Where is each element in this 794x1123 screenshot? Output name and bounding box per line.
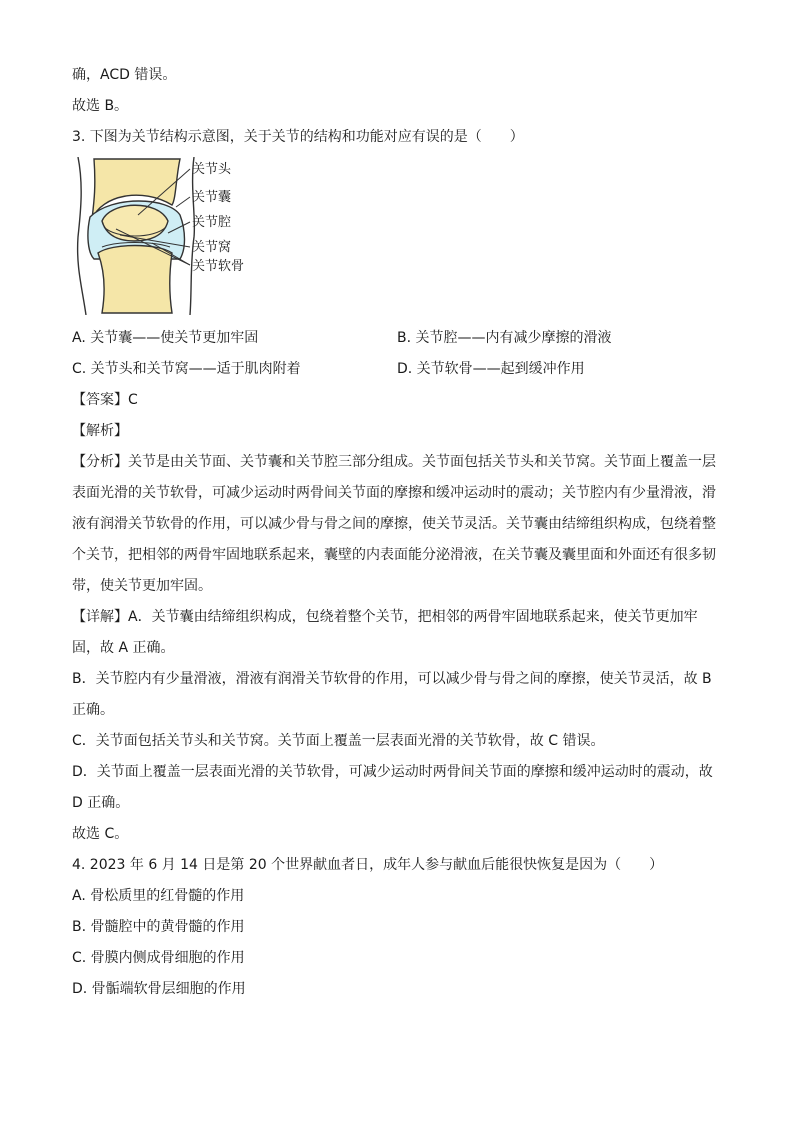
- q3-option-a: A. 关节囊——使关节更加牢固: [72, 330, 259, 346]
- q4-stem: 4. 2023 年 6 月 14 日是第 20 个世界献血者日，成年人参与献血后能很快恢复是因为（ ）: [72, 857, 664, 873]
- prev-answer-tail: 确，ACD 错误。: [72, 67, 177, 83]
- detail-b: B．关节腔内有少量滑液，滑液有润滑关节软骨的作用，可以减少骨与骨之间的摩擦，使关节灵活，故 B 正确。: [72, 671, 712, 718]
- q3-stem: 3. 下图为关节结构示意图，关于关节的结构和功能对应有误的是（ ）: [72, 129, 524, 145]
- q3-detail-a-line: [72, 602, 722, 664]
- answer-tag: 【答案】: [72, 392, 128, 408]
- q4-option-a: A. 骨松质里的红骨髓的作用: [72, 888, 245, 904]
- joint-diagram-svg: [72, 157, 292, 315]
- document-page: [72, 60, 722, 1005]
- q3-options: [72, 323, 722, 385]
- lower-bone: [98, 246, 172, 314]
- label-joint-capsule: 关节囊: [192, 190, 232, 205]
- q3-fenxi: [72, 447, 722, 602]
- fenxi-tag: 【分析】: [72, 454, 128, 470]
- q3-answer-line: [72, 385, 722, 416]
- label-joint-socket: 关节窝: [192, 240, 232, 255]
- q3-choice: 故选 C。: [72, 826, 129, 842]
- q3-option-c: C. 关节头和关节窝——适于肌肉附着: [72, 361, 301, 377]
- detail-c: C．关节面包括关节头和关节窝。关节面上覆盖一层表面光滑的关节软骨，故 C 错误。: [72, 733, 605, 749]
- q4-option-c: C. 骨膜内侧成骨细胞的作用: [72, 950, 245, 966]
- joint-diagram: [72, 157, 292, 315]
- q4-option-d: D. 骨骺端软骨层细胞的作用: [72, 981, 246, 997]
- detail-d: D．关节面上覆盖一层表面光滑的关节软骨，可减少运动时两骨间关节面的摩擦和缓冲运动时的震动，故 D 正确。: [72, 764, 713, 811]
- analysis-tag: 【解析】: [72, 423, 128, 439]
- answer-value: C: [128, 392, 138, 408]
- label-joint-cartilage: 关节软骨: [192, 259, 245, 274]
- prev-choice: 故选 B。: [72, 98, 129, 114]
- label-joint-head: 关节头: [192, 162, 232, 177]
- q3-option-d: D. 关节软骨——起到缓冲作用: [397, 361, 585, 377]
- q4-option-b: B. 骨髓腔中的黄骨髓的作用: [72, 919, 245, 935]
- label-joint-cavity: 关节腔: [192, 215, 232, 230]
- detail-a: A．关节囊由结缔组织构成，包绕着整个关节，把相邻的两骨牢固地联系起来，使关节更加牢固，故 A 正确。: [72, 609, 698, 656]
- xiangjie-tag: 【详解】: [72, 609, 128, 625]
- q3-option-b: B. 关节腔——内有减少摩擦的滑液: [397, 330, 612, 346]
- fenxi-text: 关节是由关节面、关节囊和关节腔三部分组成。关节面包括关节头和关节窝。关节面上覆盖一层表面光滑的关节软骨，可减少运动时两骨间关节面的摩擦和缓冲运动时的震动；关节腔内有少量滑液，滑液有润滑关节软骨的作用，可以减少骨与骨之间的摩擦，使关节灵活。关节囊由结缔组织构成，包绕着整个关节，把相邻的两骨牢固地联系起来，囊壁的内表面能分泌滑液，在关节囊及囊里面和外面还有很多韧带，使关节更加牢固。: [72, 454, 716, 594]
